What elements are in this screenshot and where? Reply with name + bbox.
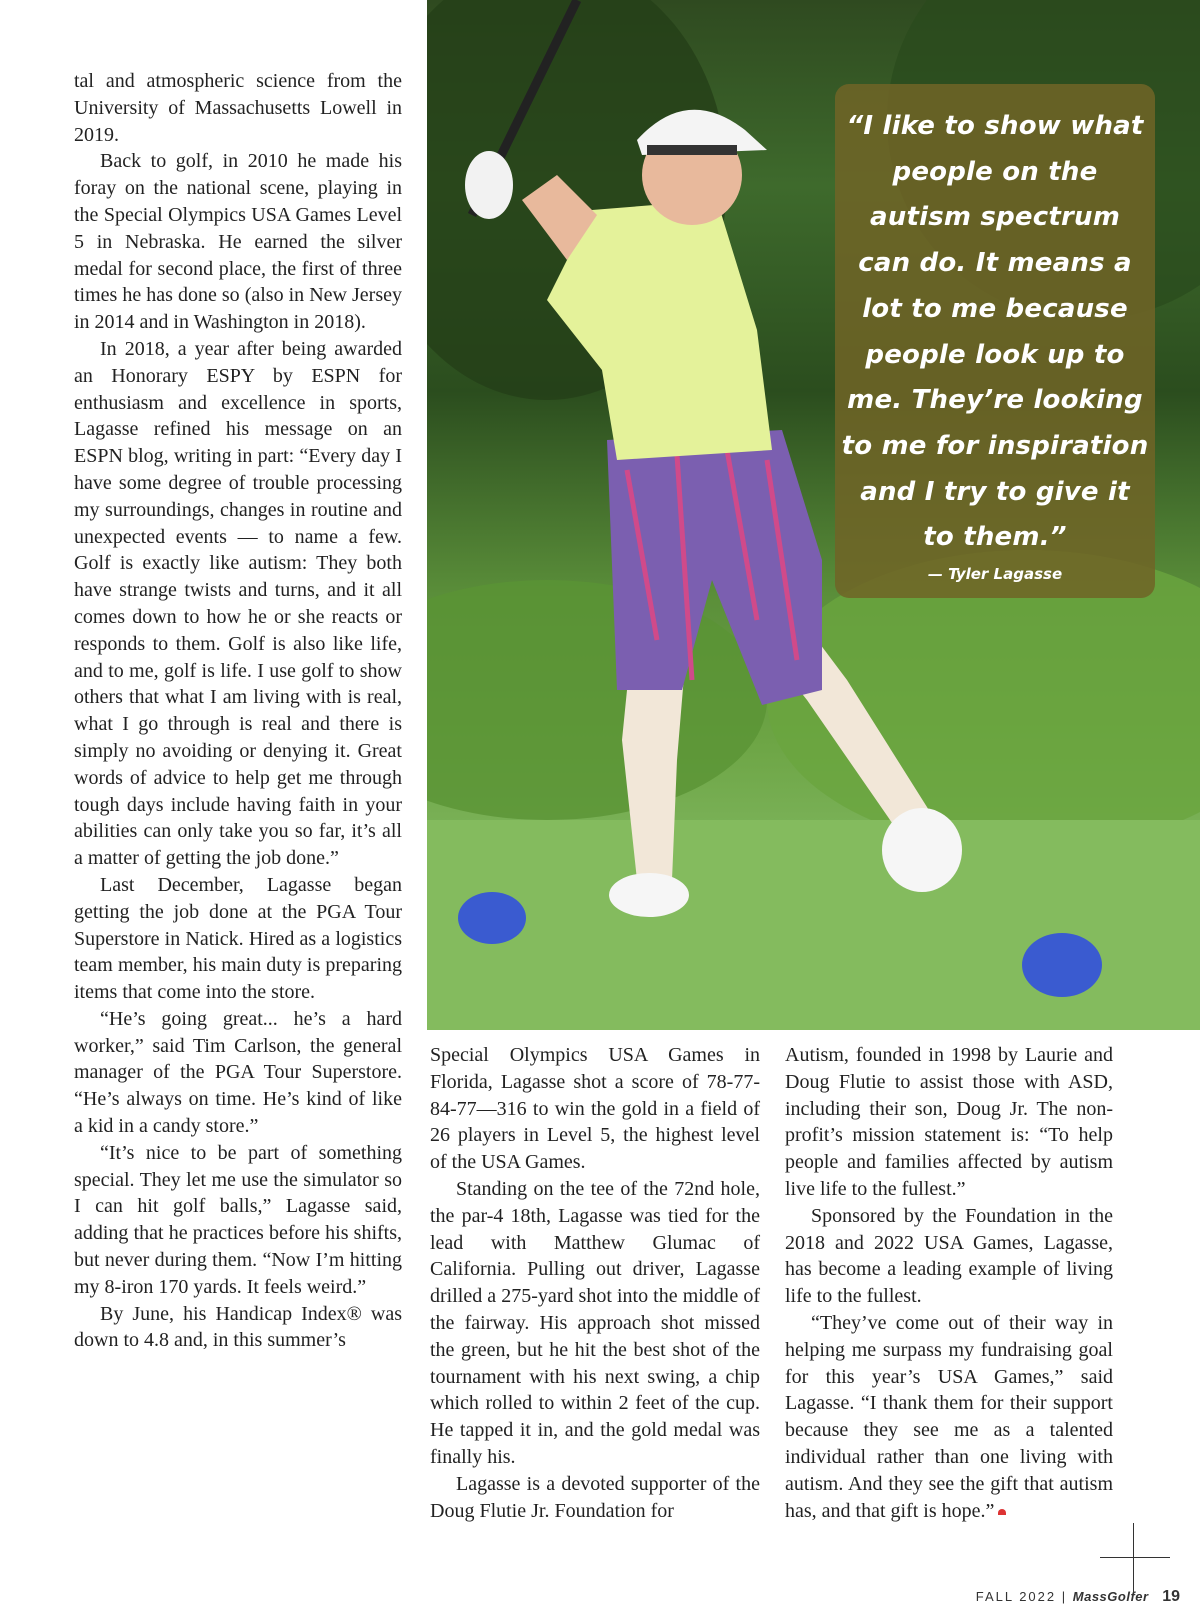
article-right-column [785, 1042, 1113, 1524]
paragraph [785, 1310, 1113, 1524]
paragraph-text: “They’ve come out of their way in helping me surpass my fundraising goal for this year’s USA Games,” said Lagasse. “I thank them for their support because they see me as a talented individual rather than one living with autism. And they see the gift that autism has, and that gift is hope.” [785, 1311, 1113, 1522]
paragraph: Last December, Lagasse began getting the job done at the PGA Tour Superstore in Natick. Hired as a logistics team member, his main duty is preparing items that come into the store. [74, 873, 402, 1004]
paragraph: Autism, founded in 1998 by Laurie and Doug Flutie to assist those with ASD, including their son, Doug Jr. The non-profit’s mission statement is: “To help people and families affected by autism live life to the fullest.” [785, 1044, 1113, 1200]
paragraph: In 2018, a year after being awarded an Honorary ESPY by ESPN for enthusiasm and excellence in sports, Lagasse refined his message on an ESPN blog, writing in part: “Every day I have some degree of trouble processing my surroundings, changes in routine and unexpected events — to name a few. Golf is exactly like autism: They both have strange twists and turns, and it all comes down to how he or she reacts or responds to them. Golf is also like life, and to me, golf is life. I use golf to show others that what I am living with is real, what I go through is real and there is simply no avoiding or denying it. Great words of advice to help get me through tough days include having faith in your abilities can only take you so far, it’s all a matter of getting the job done.” [74, 337, 402, 870]
paragraph: Standing on the tee of the 72nd hole, the par-4 18th, Lagasse was tied for the lead with Matthew Glumac of California. Pulling out driver, Lagasse drilled a 275-yard shot into the middle of the fairway. His approach shot missed the green, but he hit the best shot of the tournament with his next swing, a chip which rolled to within 2 feet of the cup. He tapped it in, and the gold medal was finally his. [430, 1177, 760, 1468]
paragraph: Sponsored by the Foundation in the 2018 and 2022 USA Games, Lagasse, has become a leading example of living life to the fullest. [785, 1204, 1113, 1308]
pull-quote-attribution: — Tyler Lagasse [927, 565, 1063, 584]
footer-separator: | [1061, 1589, 1068, 1604]
article-middle-column [430, 1042, 760, 1524]
paragraph: Lagasse is a devoted supporter of the Doug Flutie Jr. Foundation for [430, 1472, 760, 1522]
article-left-column [74, 68, 402, 1354]
paragraph: “It’s nice to be part of something special. They let me use the simulator so I can hit golf balls,” Lagasse said, adding that he practices before his shifts, but never during them. “Now I’m hitting my 8-iron 170 yards. It feels weird.” [74, 1141, 402, 1298]
page-number: 19 [1162, 1588, 1180, 1605]
pull-quote-text: “I like to show what people on the autism spectrum can do. It means a lot to me because people look up to me. They’re looking to me for inspiration and I try to give it to them.” [841, 111, 1149, 553]
paragraph: tal and atmospheric science from the University of Massachusetts Lowell in 2019. [74, 70, 402, 146]
magazine-name: MassGolfer [1072, 1589, 1149, 1604]
paragraph: Special Olympics USA Games in Florida, Lagasse shot a score of 78-77-84-77—316 to win the gold in a field of 26 players in Level 5, the highest level of the USA Games. [430, 1044, 760, 1174]
end-mark-icon [998, 1509, 1006, 1515]
paragraph: Back to golf, in 2010 he made his foray on the national scene, playing in the Special Olympics USA Games Level 5 in Nebraska. He earned the silver medal for second place, the first of three times he has done so (also in New Jersey in 2014 and in Washington in 2018). [74, 150, 402, 334]
paragraph: By June, his Handicap Index® was down to 4.8 and, in this summer’s [74, 1302, 402, 1352]
issue-label: FALL 2022 [975, 1589, 1057, 1604]
page-footer [976, 1588, 1180, 1606]
crop-mark-vertical [1133, 1523, 1134, 1593]
crop-mark-horizontal [1100, 1557, 1170, 1558]
paragraph: “He’s going great... he’s a hard worker,” said Tim Carlson, the general manager of the PGA Tour Superstore. “He’s always on time. He’s kind of like a kid in a candy store.” [74, 1007, 402, 1138]
pull-quote [835, 84, 1155, 598]
